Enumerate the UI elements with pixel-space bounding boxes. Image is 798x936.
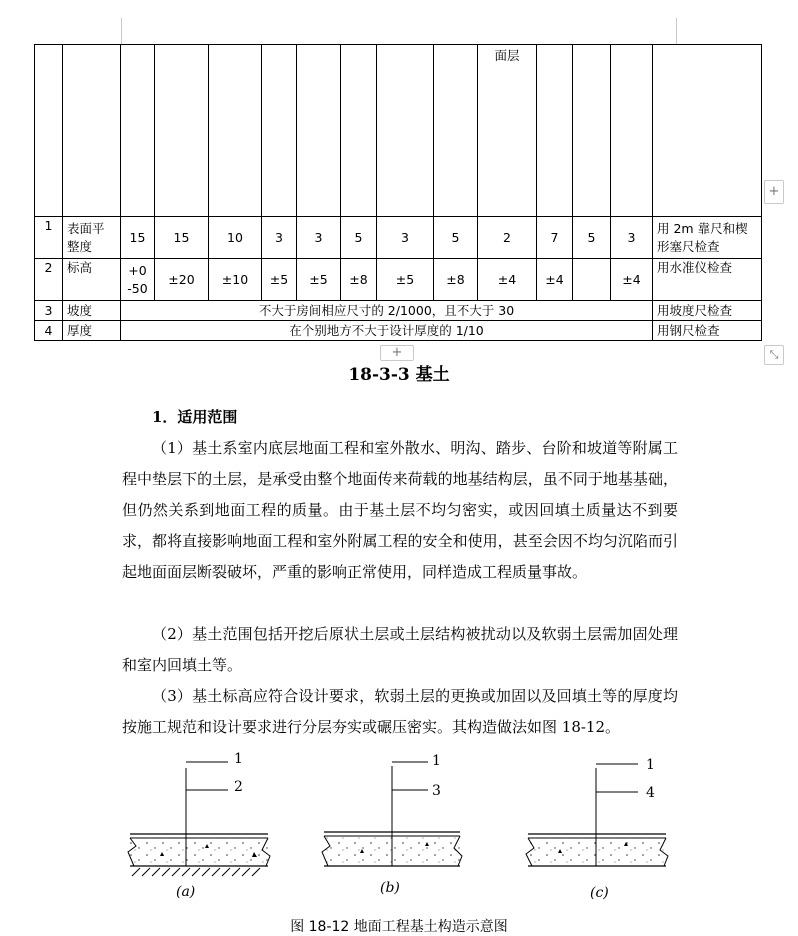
value-cell[interactable]: 15 bbox=[121, 217, 155, 259]
row-item[interactable]: 表面平整度 bbox=[63, 217, 121, 259]
value-cell[interactable]: 3 bbox=[377, 217, 434, 259]
row-number[interactable]: 1 bbox=[35, 217, 63, 259]
row-number[interactable]: 3 bbox=[35, 301, 63, 321]
check-method[interactable]: 用钢尺检查 bbox=[653, 321, 762, 341]
diagram-c-callout-1: 1 bbox=[646, 757, 655, 773]
tolerance-table[interactable] bbox=[34, 44, 762, 341]
diagram-a-callout-2: 2 bbox=[234, 779, 243, 795]
value-cell[interactable]: ±5 bbox=[377, 259, 434, 301]
diagram-b-callout-3: 3 bbox=[432, 783, 441, 799]
value-cell[interactable]: ±4 bbox=[478, 259, 537, 301]
diagram-c-label: (c) bbox=[590, 885, 609, 901]
table-cell[interactable] bbox=[611, 45, 653, 217]
add-column-button[interactable]: + bbox=[764, 180, 784, 204]
value-bottom: -50 bbox=[127, 280, 148, 296]
value-cell[interactable]: 2 bbox=[478, 217, 537, 259]
table-cell[interactable] bbox=[262, 45, 297, 217]
table-header-row bbox=[35, 45, 762, 217]
diagram-b-label: (b) bbox=[380, 880, 400, 896]
value-cell[interactable] bbox=[573, 259, 611, 301]
table-cell[interactable] bbox=[537, 45, 573, 217]
surface-layer-header[interactable]: 面层 bbox=[478, 45, 537, 217]
table-row bbox=[35, 321, 762, 341]
value-cell[interactable]: ±10 bbox=[209, 259, 262, 301]
table-cell[interactable] bbox=[209, 45, 262, 217]
value-cell[interactable]: ±4 bbox=[537, 259, 573, 301]
value-cell[interactable]: ±5 bbox=[262, 259, 297, 301]
page-margin-guide-right bbox=[676, 18, 677, 44]
table-resize-handle[interactable]: ⤡ bbox=[764, 345, 784, 365]
table-row bbox=[35, 259, 762, 301]
value-cell[interactable]: ±20 bbox=[155, 259, 209, 301]
row-number[interactable]: 2 bbox=[35, 259, 63, 301]
table-cell[interactable] bbox=[573, 45, 611, 217]
table-cell[interactable] bbox=[377, 45, 434, 217]
section-heading: 18-3-3 基土 bbox=[348, 365, 450, 385]
value-cell[interactable]: 7 bbox=[537, 217, 573, 259]
figure-caption: 图 18-12 地面工程基土构造示意图 bbox=[290, 919, 508, 935]
merged-value-cell[interactable]: 不大于房间相应尺寸的 2/1000，且不大于 30 bbox=[121, 301, 653, 321]
diagram-a-label: (a) bbox=[176, 884, 196, 900]
diagram-b bbox=[322, 762, 462, 866]
value-cell[interactable]: 3 bbox=[262, 217, 297, 259]
diagram-a-callout-1: 1 bbox=[234, 751, 243, 767]
check-method[interactable]: 用 2m 靠尺和楔形塞尺检查 bbox=[653, 217, 762, 259]
paragraph-2: （2）基土范围包括开挖后原状土层或土层结构被扰动以及软弱土层需加固处理和室内回填土等。 bbox=[122, 625, 678, 674]
value-cell[interactable]: 15 bbox=[155, 217, 209, 259]
value-cell[interactable]: 10 bbox=[209, 217, 262, 259]
table-cell[interactable] bbox=[35, 45, 63, 217]
row-number[interactable]: 4 bbox=[35, 321, 63, 341]
value-cell[interactable]: 3 bbox=[611, 217, 653, 259]
table-cell[interactable] bbox=[341, 45, 377, 217]
page-margin-guide-left bbox=[121, 18, 122, 44]
diagram-c-callout-4: 4 bbox=[646, 785, 655, 801]
value-cell[interactable]: 3 bbox=[297, 217, 341, 259]
diagram-b-callout-1: 1 bbox=[432, 753, 441, 769]
subsection-heading: 1．适用范围 bbox=[152, 408, 238, 426]
value-cell[interactable] bbox=[121, 259, 155, 301]
table-row bbox=[35, 217, 762, 259]
value-cell[interactable]: ±5 bbox=[297, 259, 341, 301]
row-item[interactable]: 厚度 bbox=[63, 321, 121, 341]
add-row-button[interactable]: + bbox=[380, 345, 414, 361]
value-cell[interactable]: ±8 bbox=[341, 259, 377, 301]
value-cell[interactable]: 5 bbox=[341, 217, 377, 259]
table-cell[interactable] bbox=[653, 45, 762, 217]
row-item[interactable]: 标高 bbox=[63, 259, 121, 301]
table-row bbox=[35, 301, 762, 321]
table-cell[interactable] bbox=[121, 45, 155, 217]
table-cell[interactable] bbox=[155, 45, 209, 217]
check-method[interactable]: 用水准仪检查 bbox=[653, 259, 762, 301]
value-top: +0 bbox=[128, 262, 147, 278]
table-cell[interactable] bbox=[297, 45, 341, 217]
row-item[interactable]: 坡度 bbox=[63, 301, 121, 321]
table-cell[interactable] bbox=[434, 45, 478, 217]
diagram-c bbox=[526, 764, 668, 866]
value-cell[interactable]: ±8 bbox=[434, 259, 478, 301]
diagram-a bbox=[128, 762, 270, 876]
merged-value-cell[interactable]: 在个别地方不大于设计厚度的 1/10 bbox=[121, 321, 653, 341]
check-method[interactable]: 用坡度尺检查 bbox=[653, 301, 762, 321]
value-cell[interactable]: 5 bbox=[434, 217, 478, 259]
table-cell[interactable] bbox=[63, 45, 121, 217]
paragraph-3: （3）基土标高应符合设计要求，软弱土层的更换或加固以及回填土等的厚度均按施工规范和设计要求进行分层夯实或碾压密实。其构造做法如图 18-12。 bbox=[122, 687, 678, 736]
paragraph-1: （1）基土系室内底层地面工程和室外散水、明沟、踏步、台阶和坡道等附属工程中垫层下的土层，是承受由整个地面传来荷载的地基结构层，虽不同于地基基础，但仍然关系到地面工程的质量。由于基土层不均匀密实，或因回填土质量达不到要求，都将直接影响地面工程和室外附属工程的安全和使用，甚至会因不均匀沉陷而引起地面面层断裂破坏，严重的影响正常使用，同样造成工程质量事故。 bbox=[122, 439, 678, 581]
value-cell[interactable]: 5 bbox=[573, 217, 611, 259]
value-cell[interactable]: ±4 bbox=[611, 259, 653, 301]
